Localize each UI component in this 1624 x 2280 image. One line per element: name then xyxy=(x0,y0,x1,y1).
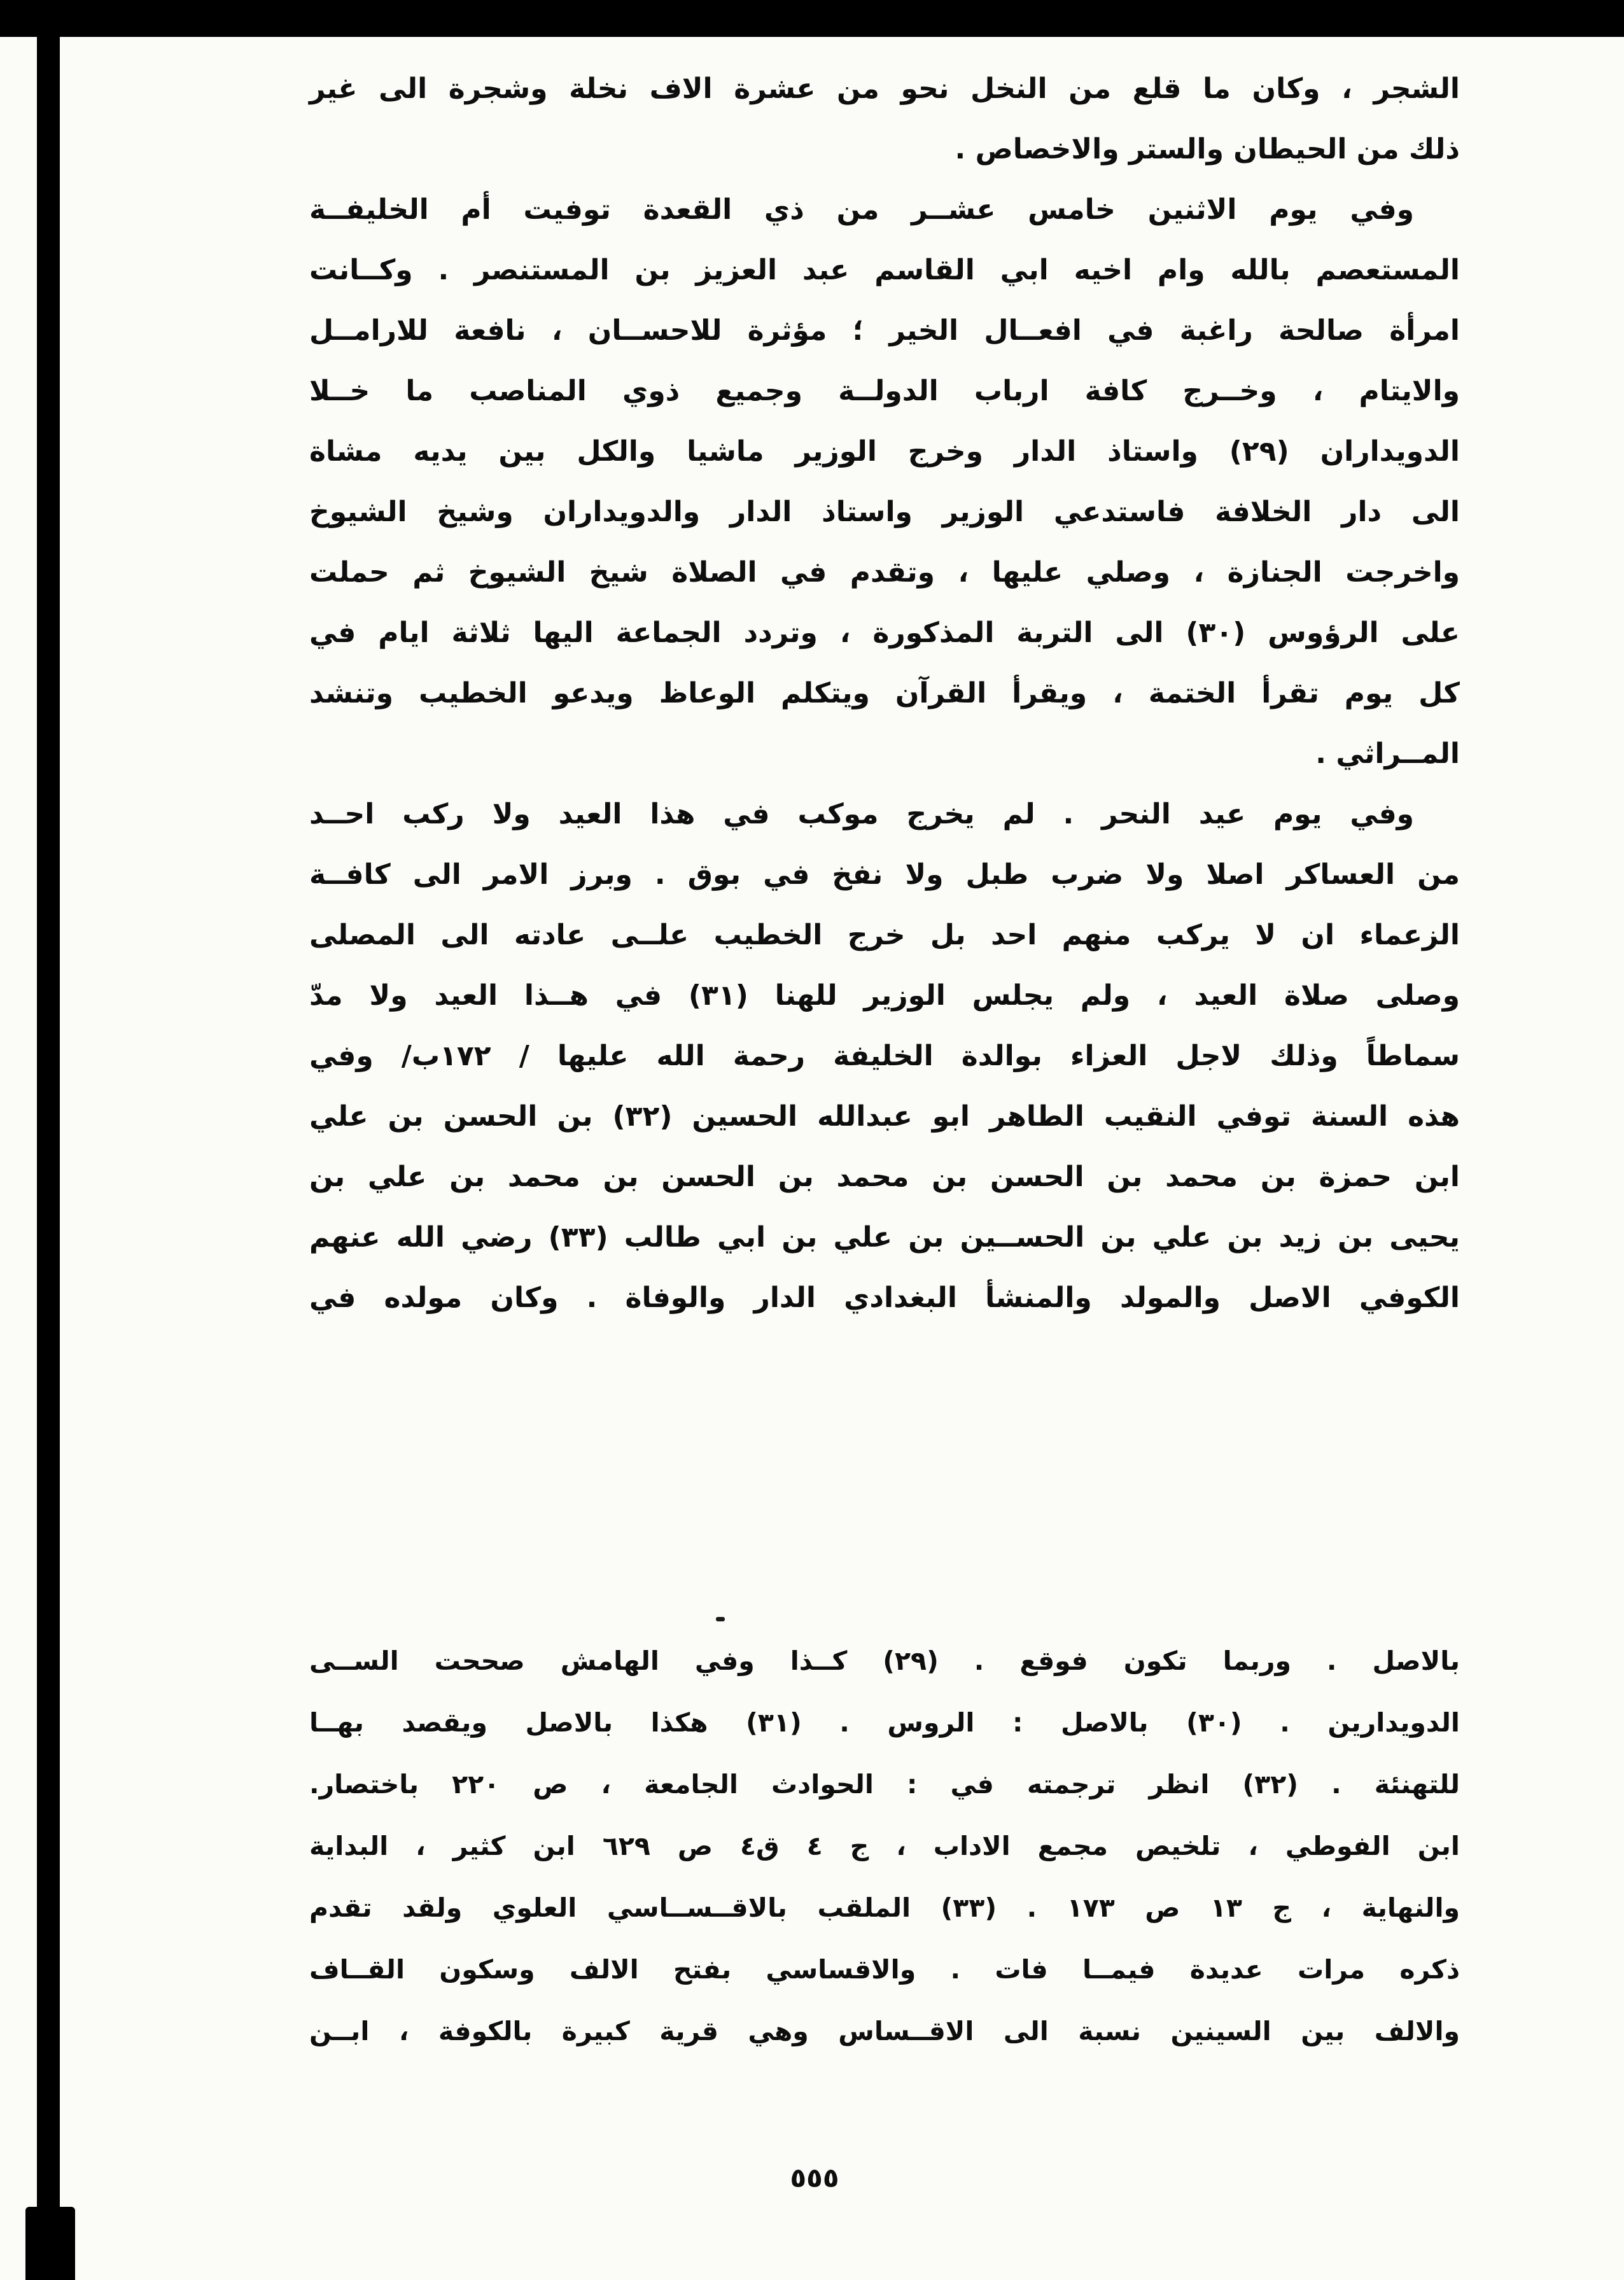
body-line: واخرجت الجنازة ، وصلي عليها ، وتقدم في الصلاة شيخ الشيوخ ثم حملت xyxy=(309,556,1460,589)
body-line: وصلى صلاة العيد ، ولم يجلس الوزير للهنا (٣١) في هــذا العيد ولا مدّ xyxy=(309,979,1460,1012)
body-line: الدويداران (٢٩) واستاذ الدار وخرج الوزير ماشيا والكل بين يديه مشاة xyxy=(309,435,1460,468)
body-line: امرأة صالحة راغبة في افعــال الخير ؛ مؤثرة للاحســان ، نافعة للارامــل xyxy=(309,314,1460,347)
body-line: المستعصم بالله وام اخيه ابي القاسم عبد العزيز بن المستنصر . وكــانت xyxy=(309,254,1460,286)
body-line: الى دار الخلافة فاستدعي الوزير واستاذ الدار والدويداران وشيخ الشيوخ xyxy=(309,496,1460,528)
body-line: سماطاً وذلك لاجل العزاء بوالدة الخليفة رحمة الله عليها / ١٧٢ب/ وفي xyxy=(309,1040,1460,1072)
footnote-line: بالاصل . وربما تكون فوقع . (٢٩) كــذا وفي الهامش صححت الســى xyxy=(309,1646,1460,1676)
body-line: الزعماء ان لا يركب منهم احد بل خرج الخطيب علــى عادته الى المصلى xyxy=(309,919,1460,951)
body-line: يحيى بن زيد بن علي بن الحســين بن علي بن ابي طالب (٣٣) رضي الله عنهم xyxy=(309,1221,1460,1254)
body-line: كل يوم تقرأ الختمة ، ويقرأ القرآن ويتكلم الوعاظ ويدعو الخطيب وتنشد xyxy=(309,677,1460,710)
footnote-line: للتهنئة . (٣٢) انظر ترجمته في : الحوادث الجامعة ، ص ٢٢٠ باختصار. xyxy=(309,1769,1460,1800)
body-line: وفي يوم عيد النحر . لم يخرج موكب في هذا العيد ولا ركب احــد xyxy=(309,798,1414,830)
body-line: المــراثي . xyxy=(1315,738,1460,770)
stray-ink-mark xyxy=(716,1617,725,1621)
body-text-block xyxy=(309,59,1460,1328)
body-line: على الرؤوس (٣٠) الى التربة المذكورة ، وتردد الجماعة اليها ثلاثة ايام في xyxy=(309,617,1460,649)
body-line: الكوفي الاصل والمولد والمنشأ البغدادي الدار والوفاة . وكان مولده في xyxy=(309,1282,1460,1314)
body-line: والايتام ، وخــرج كافة ارباب الدولــة وجميع ذوي المناصب ما خــلا xyxy=(309,375,1460,407)
scan-border-top xyxy=(0,0,1624,37)
page-number: ٥٥٥ xyxy=(790,2162,839,2193)
body-line: وفي يوم الاثنين خامس عشــر من ذي القعدة توفيت أم الخليفــة xyxy=(309,193,1414,226)
footnote-block xyxy=(309,1630,1460,2062)
scan-border-left xyxy=(37,0,60,2280)
footnote-line: ابن الفوطي ، تلخيص مجمع الاداب ، ج ٤ ق٤ ص ٦٢٩ ابن كثير ، البداية xyxy=(309,1831,1460,1861)
footnote-line: الدويدارين . (٣٠) بالاصل : الروس . (٣١) هكذا بالاصل ويقصد بهــا xyxy=(309,1707,1460,1738)
body-line: من العساكر اصلا ولا ضرب طبل ولا نفخ في بوق . وبرز الامر الى كافــة xyxy=(309,858,1460,891)
footnote-line: ذكره مرات عديدة فيمــا فات . والاقساسي بفتح الالف وسكون القــاف xyxy=(309,1954,1460,1985)
body-line: ابن حمزة بن محمد بن الحسن بن محمد بن الحسن بن محمد بن علي بن xyxy=(309,1161,1460,1193)
body-line: الشجر ، وكان ما قلع من النخل نحو من عشرة الاف نخلة وشجرة الى غير xyxy=(309,73,1460,105)
footnote-line: والنهاية ، ج ١٣ ص ١٧٣ . (٣٣) الملقب بالاقــســاسي العلوي ولقد تقدم xyxy=(309,1892,1460,1923)
footnote-line: والالف بين السينين نسبة الى الاقــساس وهي قرية كبيرة بالكوفة ، ابــن xyxy=(309,2016,1460,2046)
scan-mark-bottom-left xyxy=(25,2207,75,2280)
body-line: ذلك من الحيطان والستر والاخصاص . xyxy=(955,133,1460,165)
body-line: هذه السنة توفي النقيب الطاهر ابو عبدالله الحسين (٣٢) بن الحسن بن علي xyxy=(309,1100,1460,1133)
